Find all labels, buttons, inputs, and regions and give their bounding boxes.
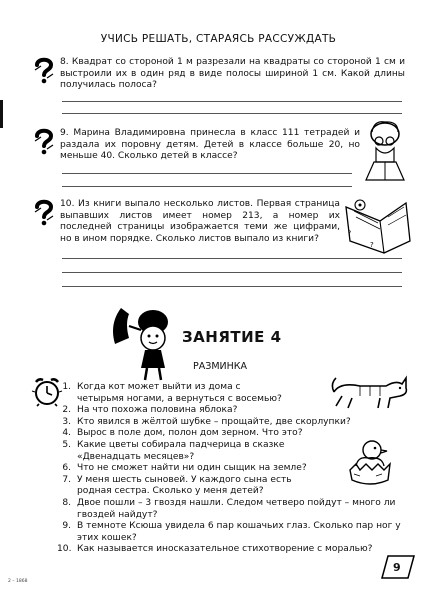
task-10-text: 10. Из книги выпало несколько листов. Первая страница выпавших листов имеет номер 213, а номер их последней страницы изображается теми же цифрами, но в ином порядке. Сколько листов выпало из книги? xyxy=(60,199,340,244)
list-item: 8. Двое пошли – 3 гвоздя нашли. Следом четверо пойдут – много ли гвоздей найдут? xyxy=(62,497,396,520)
teacher-illustration xyxy=(354,118,416,186)
cat-illustration xyxy=(330,372,410,412)
answer-line[interactable] xyxy=(62,101,402,102)
question-mark-icon xyxy=(33,198,55,226)
list-item: 1. Когда кот может выйти из дома с четырьмя ногами, а вернуться с восемью? xyxy=(62,382,282,404)
list-item: 10. Как называется иносказательное стихотворение с моралью? xyxy=(57,544,373,555)
answer-line[interactable] xyxy=(62,173,352,174)
task-8-text: 8. Квадрат со стороной 1 м разрезали на квадраты со стороной 1 см и выстроили их в один ряд в виде полосы шириной 1 см. Какой длины получилась полоса? xyxy=(60,57,405,90)
answer-line[interactable] xyxy=(62,258,402,259)
print-mark: 2 – 1868 xyxy=(8,579,28,584)
list-item: 2. На что похожа половина яблока? xyxy=(62,405,238,416)
answer-line[interactable] xyxy=(62,272,402,273)
list-item: 7. У меня шесть сыновей. У каждого сына есть родная сестра. Сколько у меня детей? xyxy=(62,474,292,497)
falling-book-illustration xyxy=(340,197,412,255)
svg-text:?: ? xyxy=(348,230,352,237)
answer-line[interactable] xyxy=(62,286,402,287)
answer-line[interactable] xyxy=(62,113,402,114)
list-item: 9. В темноте Ксюша увидела 6 пар кошачьих глаз. Сколько пар ног у этих кошек? xyxy=(62,521,401,543)
list-item: 3. Кто явился в жёлтой шубке – прощайте, две скорлупки? xyxy=(62,416,351,427)
list-item: 6. Что не сможет найти ни один сыщик на земле? xyxy=(62,463,307,474)
page-header: УЧИСЬ РЕШАТЬ, СТАРАЯСЬ РАССУЖДАТЬ xyxy=(100,33,337,45)
svg-text:?: ? xyxy=(370,241,374,249)
list-item: 5. Какие цветы собирала падчерица в сказке «Двенадцать месяцев»? xyxy=(62,439,285,462)
chick-in-egg-illustration xyxy=(346,436,394,488)
binding-mark xyxy=(0,100,3,128)
lesson-subtitle: РАЗМИНКА xyxy=(193,361,248,372)
task-9-text: 9. Марина Владимировна принесла в класс 111 тетрадей и раздала их поровну детям. Детей в классе больше 20, но меньше 40. Сколько детей в классе? xyxy=(60,128,360,161)
answer-line[interactable] xyxy=(62,186,352,187)
page-number: 9 xyxy=(393,561,401,574)
gramophone-boy-illustration xyxy=(107,304,175,382)
lesson-title: ЗАНЯТИЕ 4 xyxy=(182,328,282,346)
question-mark-icon xyxy=(33,56,55,84)
question-mark-icon xyxy=(33,127,55,155)
list-item: 4. Вырос в поле дом, полон дом зерном. Что это? xyxy=(62,428,303,439)
